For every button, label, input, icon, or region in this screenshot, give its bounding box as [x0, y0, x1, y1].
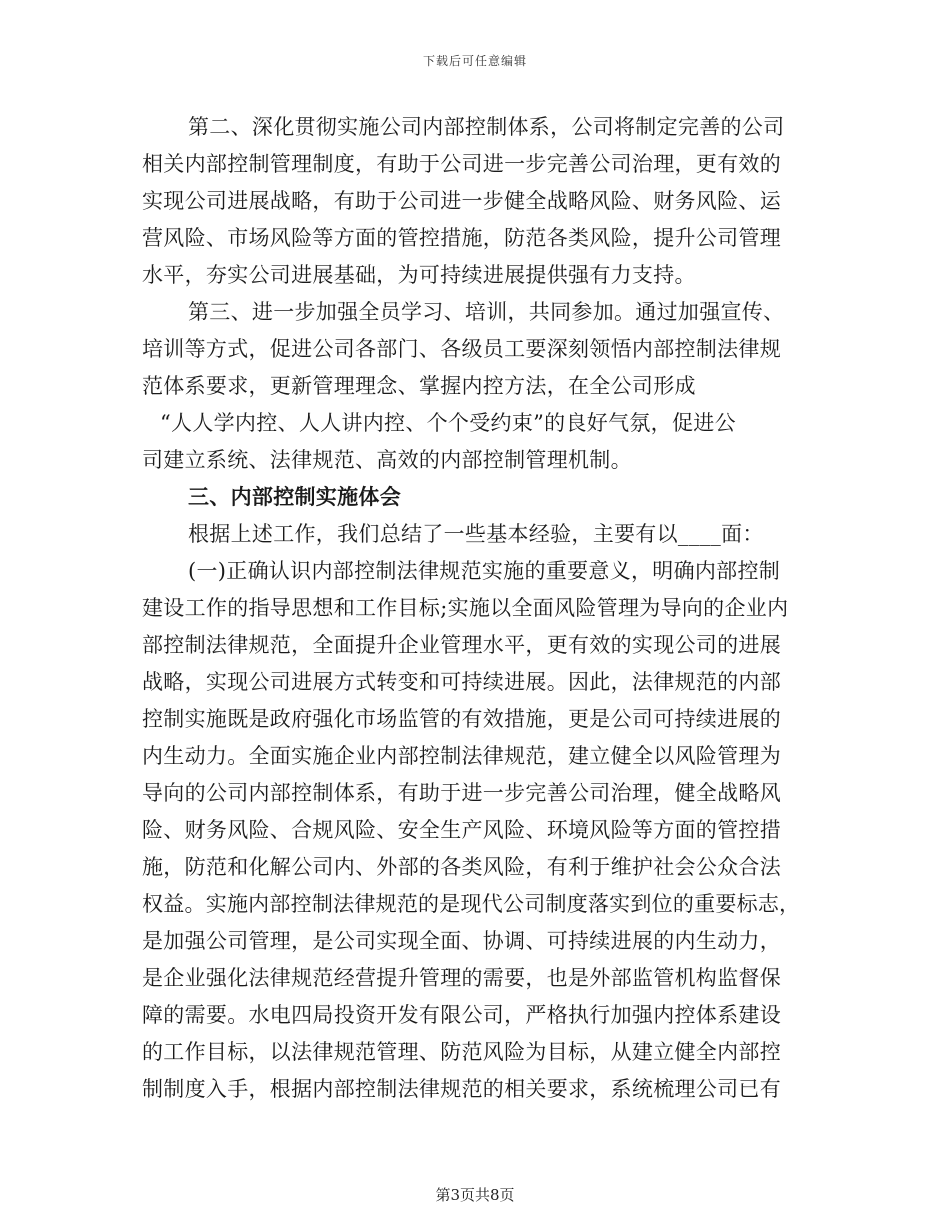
paragraph-line: 水平，夯实公司进展基础，为可持续进展提供强有力支持。: [142, 263, 696, 287]
paragraph-line: 是加强公司管理，是公司实现全面、协调、可持续进展的内生动力，: [142, 929, 781, 953]
paragraph-line: 制制度入手，根据内部控制法律规范的相关要求，系统梳理公司已有: [142, 1077, 781, 1101]
paragraph-line: 相关内部控制管理制度，有助于公司进一步完善公司治理，更有效的: [142, 152, 781, 176]
page-header: 下载后可任意编辑: [422, 54, 527, 68]
paragraph-line: 障的需要。水电四局投资开发有限公司，严格执行加强内控体系建设: [142, 1003, 781, 1027]
paragraph-line: 范体系要求，更新管理理念、掌握内控方法，在全公司形成: [142, 374, 696, 398]
paragraph-line: 实现公司进展战略，有助于公司进一步健全战略风险、财务风险、运: [142, 189, 781, 213]
paragraph-line: 第三、进一步加强全员学习、培训，共同参加。通过加强宣传、: [188, 300, 785, 324]
paragraph-line: 权益。实施内部控制法律规范的是现代公司制度落实到位的重要标志，: [142, 892, 801, 916]
paragraph-line: 培训等方式，促进公司各部门、各级员工要深刻领悟内部控制法律规: [142, 337, 781, 361]
paragraph-line: 导向的公司内部控制体系，有助于进一步完善公司治理，健全战略风: [142, 781, 781, 805]
paragraph-line: “人人学内控、人人讲内控、个个受约束”的良好气氛，促进公: [160, 411, 736, 435]
paragraph-line: 根据上述工作，我们总结了一些基本经验，主要有以____面：: [188, 522, 764, 546]
paragraph-line: 营风险、市场风险等方面的管控措施，防范各类风险，提升公司管理: [142, 226, 781, 250]
paragraph-line: 施，防范和化解公司内、外部的各类风险，有利于维护社会公众合法: [142, 855, 781, 879]
paragraph-line: 的工作目标，以法律规范管理、防范风险为目标，从建立健全内部控: [142, 1040, 781, 1064]
paragraph-line: 险、财务风险、合规风险、安全生产风险、环境风险等方面的管控措: [142, 818, 781, 842]
paragraph-line: 战略，实现公司进展方式转变和可持续进展。因此，法律规范的内部: [142, 670, 781, 694]
section-heading: 三、内部控制实施体会: [188, 485, 401, 509]
paragraph-line: (一)正确认识内部控制法律规范实施的重要意义，明确内部控制: [188, 559, 781, 583]
page-number: 第3页共8页: [435, 1186, 515, 1204]
paragraph-line: 部控制法律规范，全面提升企业管理水平，更有效的实现公司的进展: [142, 633, 781, 657]
paragraph-line: 第二、深化贯彻实施公司内部控制体系，公司将制定完善的公司: [188, 115, 785, 139]
paragraph-line: 建设工作的指导思想和工作目标;实施以全面风险管理为导向的企业内: [142, 596, 789, 620]
paragraph-line: 控制实施既是政府强化市场监管的有效措施，更是公司可持续进展的: [142, 707, 781, 731]
paragraph-line: 内生动力。全面实施企业内部控制法律规范，建立健全以风险管理为: [142, 744, 781, 768]
paragraph-line: 司建立系统、法律规范、高效的内部控制管理机制。: [142, 448, 632, 472]
paragraph-line: 是企业强化法律规范经营提升管理的需要，也是外部监管机构监督保: [142, 966, 781, 990]
